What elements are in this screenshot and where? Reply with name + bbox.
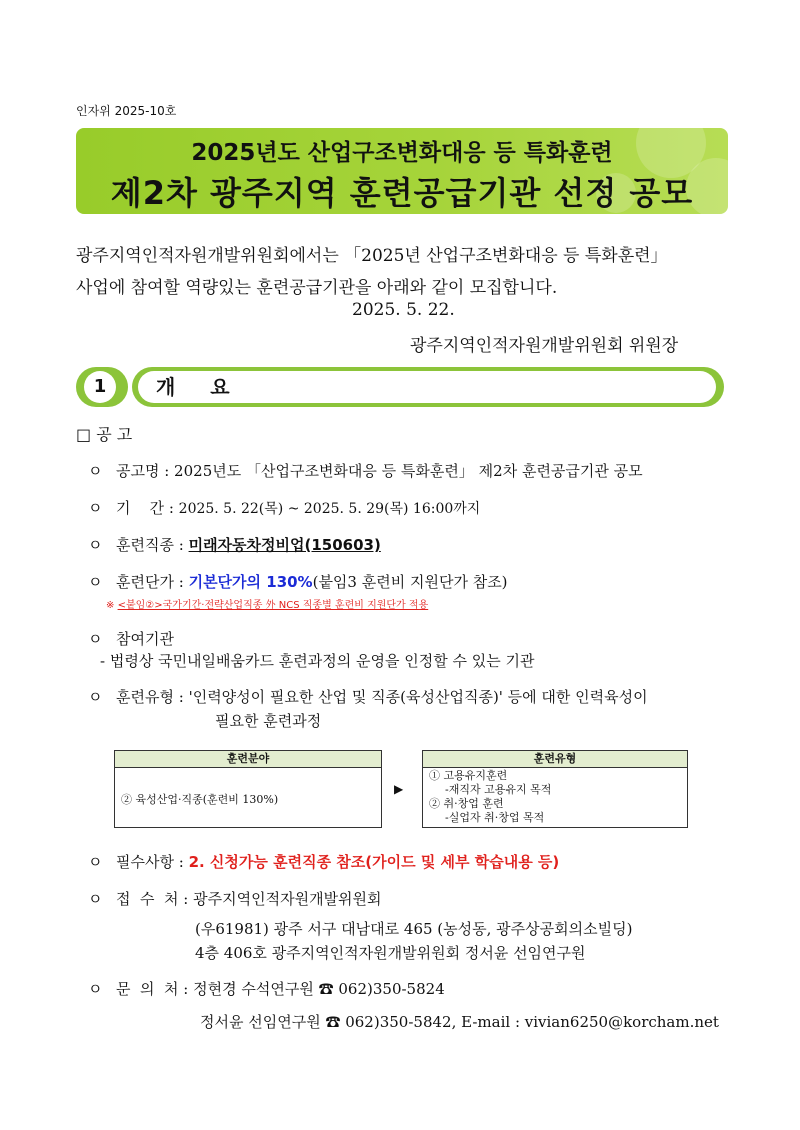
bullet-icon: ㅇ [88, 853, 103, 871]
bullet-icon: ㅇ [88, 630, 103, 648]
training-field-cell: ② 육성산업·직종(훈련비 130%) [121, 793, 279, 806]
reception-label: 접 수 처 : [116, 890, 189, 908]
document-number: 인자위 2025-10호 [76, 104, 177, 118]
item-period [88, 497, 480, 518]
item-job [88, 534, 381, 555]
signer: 광주지역인적자원개발위원회 위원장 [410, 336, 679, 356]
bullet-icon: ㅇ [88, 688, 103, 706]
training-type-line: -재직자 고용유지 목적 [445, 783, 552, 796]
reception-value: 광주지역인적자원개발위원회 [193, 890, 382, 908]
institution-value: - 법령상 국민내일배움카드 훈련과정의 운영을 인정할 수 있는 기관 [100, 652, 535, 670]
announcement-date: 2025. 5. 22. [352, 300, 455, 320]
price-label: 훈련단가 : [116, 573, 184, 591]
bullet-icon: ㅇ [88, 573, 103, 591]
training-type-line: ② 취·창업 훈련 [429, 797, 504, 810]
type-value-line2: 필요한 훈련과정 [215, 712, 322, 730]
item-contact [88, 978, 445, 999]
intro-line1: 광주지역인적자원개발위원회에서는 「2025년 산업구조변화대응 등 특화훈련」 [76, 246, 668, 266]
required-label: 필수사항 : [116, 853, 184, 871]
footnote-mark: ※ [106, 600, 115, 611]
banner-title-line1: 2025년도 산업구조변화대응 등 특화훈련 [191, 140, 613, 166]
item-price [88, 571, 508, 592]
bullet-icon: ㅇ [88, 499, 103, 517]
price-value: 기본단가의 130% [188, 573, 313, 591]
item-type [88, 686, 648, 707]
intro-paragraph [76, 240, 736, 304]
bullet-icon: ㅇ [88, 980, 103, 998]
subsection-title: □ 공 고 [76, 425, 133, 444]
contact-label: 문 의 처 : [116, 980, 189, 998]
period-label: 기 간 : [116, 499, 174, 517]
bullet-icon: ㅇ [88, 462, 103, 480]
training-field-table [114, 750, 382, 828]
item-institution [88, 628, 174, 649]
training-field-header: 훈련분야 [115, 751, 381, 768]
bullet-icon: ㅇ [88, 890, 103, 908]
arrow-right-icon: ▶ [394, 782, 404, 796]
period-value: 2025. 5. 22(목) ~ 2025. 5. 29(목) 16:00까지 [178, 501, 481, 517]
item-required [88, 851, 559, 872]
intro-line2: 사업에 참여할 역량있는 훈련공급기관을 아래와 같이 모집합니다. [76, 278, 558, 298]
footnote-attachment-link[interactable]: <붙임②> [117, 600, 163, 611]
required-value: 2. 신청가능 훈련직종 참조(가이드 및 세부 학습내용 등) [188, 853, 560, 871]
contact-line1: 정현경 수석연구원 ☎ 062)350-5824 [193, 980, 445, 998]
type-value-line1: '인력양성이 필요한 산업 및 직종(육성산업직종)' 등에 대한 인력육성이 [188, 688, 648, 706]
training-type-table [422, 750, 688, 828]
type-label: 훈련유형 : [116, 688, 184, 706]
reception-address-line1: (우61981) 광주 서구 대남대로 465 (농성동, 광주상공회의소빌딩) [195, 920, 633, 938]
section-title: 개 요 [156, 375, 244, 399]
section-title-bar [132, 367, 724, 407]
item-name-text: 공고명 : 2025년도 「산업구조변화대응 등 특화훈련」 제2차 훈련공급기관 공모 [116, 462, 643, 480]
training-type-line: ① 고용유지훈련 [429, 769, 508, 782]
institution-label: 참여기관 [116, 630, 174, 648]
training-type-header: 훈련유형 [423, 751, 687, 768]
section-number-badge [76, 367, 128, 407]
price-footnote [106, 596, 428, 611]
title-banner [76, 128, 728, 214]
footnote-text: 국가기간·전략산업직종 外 NCS 직종별 훈련비 지원단가 적용 [162, 600, 429, 611]
price-note: (붙임3 훈련비 지원단가 참조) [312, 573, 508, 591]
reception-address-line2: 4층 406호 광주지역인적자원개발위원회 정서윤 선임연구원 [195, 944, 586, 962]
bullet-icon: ㅇ [88, 536, 103, 554]
section-number: 1 [84, 371, 116, 403]
item-name [88, 460, 643, 481]
training-type-line: -실업자 취·창업 목적 [445, 811, 545, 824]
section-header [76, 367, 724, 407]
item-reception [88, 888, 382, 909]
job-label: 훈련직종 : [116, 536, 184, 554]
contact-line2: 정서윤 선임연구원 ☎ 062)350-5842, E-mail : vivian6250@korcham.net [200, 1013, 719, 1031]
job-value: 미래자동차정비업(150603) [188, 536, 381, 554]
banner-title-line2: 제2차 광주지역 훈련공급기관 선정 공모 [110, 174, 694, 212]
